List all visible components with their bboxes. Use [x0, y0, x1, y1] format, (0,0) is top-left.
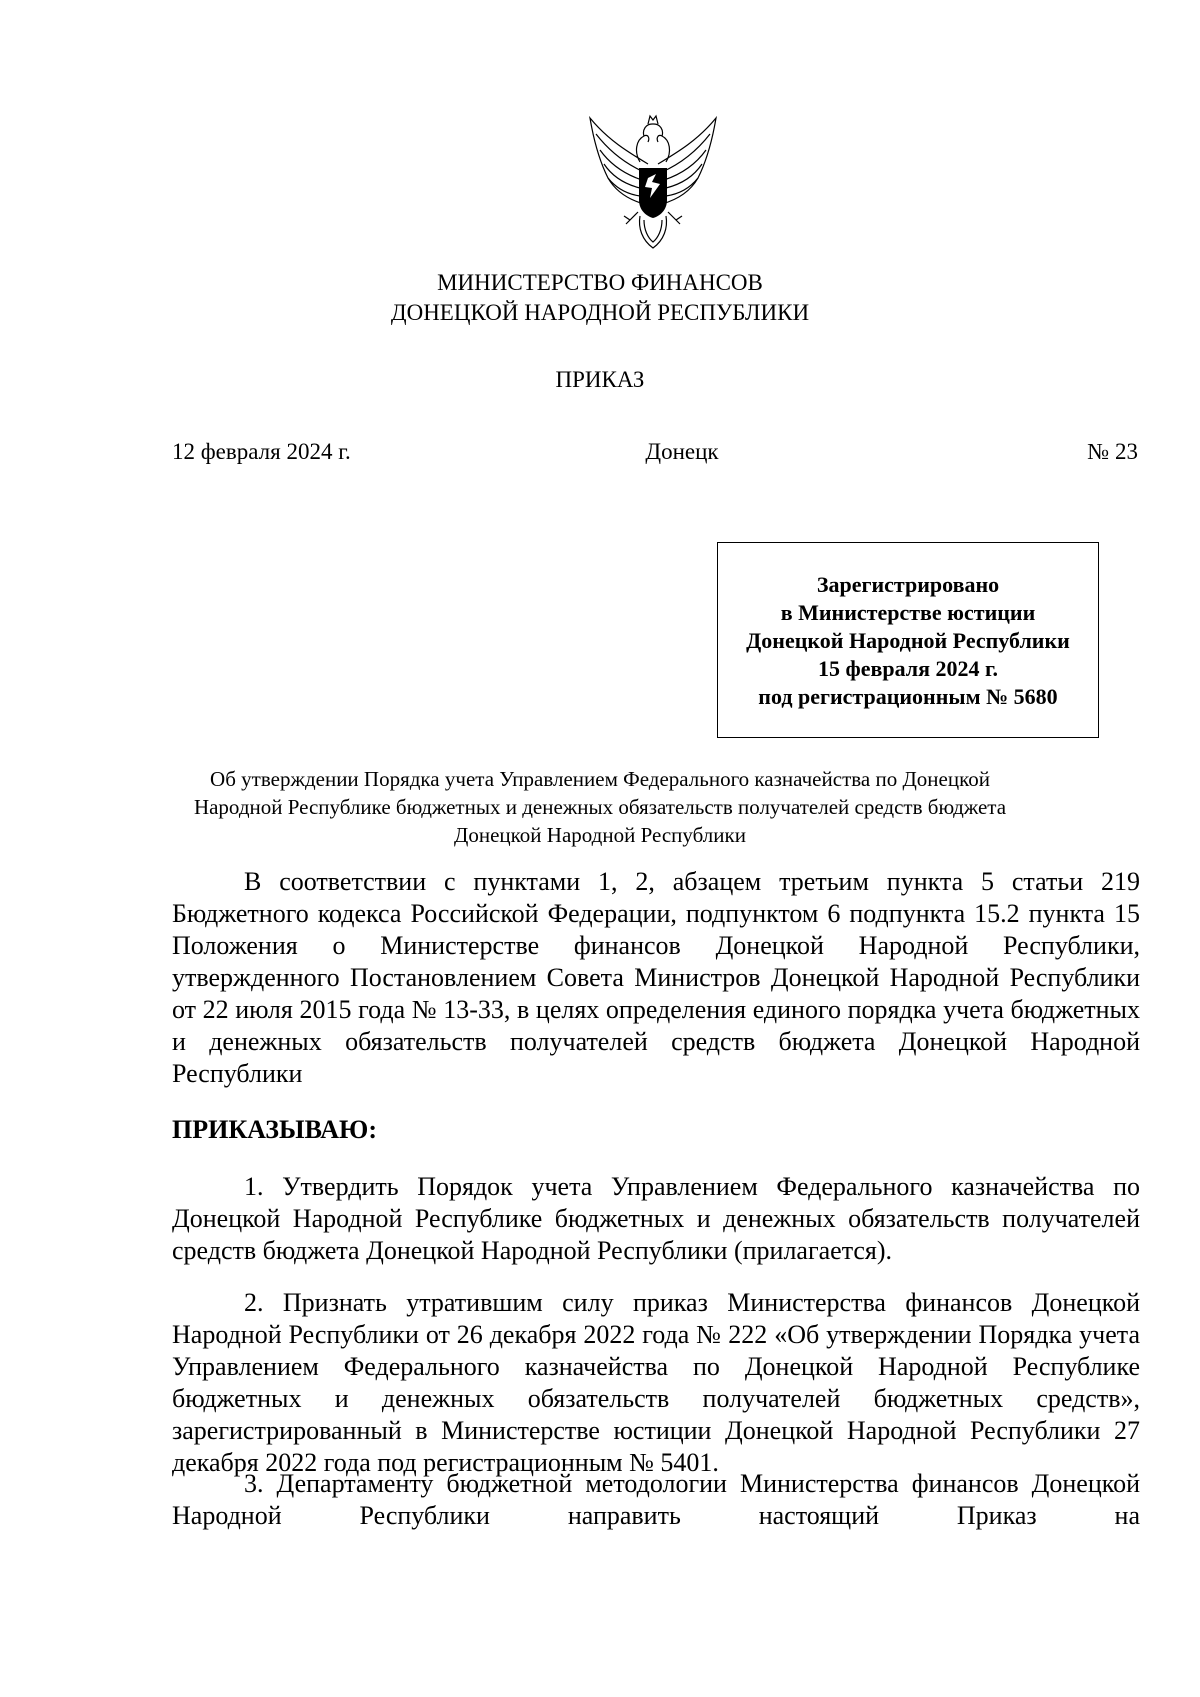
coat-of-arms-double-headed-eagle-icon	[578, 112, 728, 254]
ministry-name-line-1: МИНИСТЕРСТВО ФИНАНСОВ	[437, 270, 763, 295]
registration-line: под регистрационным № 5680	[758, 684, 1058, 709]
subject-line: Об утверждении Порядка учета Управлением Федерального казначейства по Донецкой	[210, 767, 990, 791]
document-date: 12 февраля 2024 г.	[172, 439, 351, 464]
document-meta-row	[172, 439, 1138, 469]
registration-line: 15 февраля 2024 г.	[817, 656, 999, 681]
document-number: № 23	[1087, 439, 1138, 464]
order-item-1: 1. Утвердить Порядок учета Управлением Федерального казначейства по Донецкой Народной Республике бюджетных и денежных обязательств получателей средств бюджета Донецкой Народной Республики (прилагается).	[172, 1172, 1140, 1265]
registration-line: Донецкой Народной Республики	[746, 628, 1070, 653]
subject-line: Народной Республике бюджетных и денежных обязательств получателей средств бюджета	[193, 795, 1007, 819]
order-item-3: 3. Департаменту бюджетной методологии Министерства финансов Донецкой Народной Республики направить настоящий Приказ на	[172, 1469, 1140, 1530]
intro-paragraph: В соответствии с пунктами 1, 2, абзацем третьим пункта 5 статьи 219 Бюджетного кодекса Российской Федерации, подпунктом 6 подпункта 15.2 пункта 15 Положения о Министерстве финансов Донецкой Народной Республики, утвержденного Постановлением Совета Министров Донецкой Народной Республики от 22 июля 2015 года № 13-33, в целях определения единого порядка учета бюджетных и денежных обязательств получателей средств бюджета Донецкой Народной Республики	[172, 867, 1140, 1088]
subject-line: Донецкой Народной Республики	[454, 823, 746, 847]
registration-line: в Министерстве юстиции	[780, 600, 1036, 625]
document-city: Донецк	[645, 439, 719, 464]
registration-line: Зарегистрировано	[816, 572, 1000, 597]
registration-stamp-box	[717, 542, 1099, 738]
ministry-name-line-2: ДОНЕЦКОЙ НАРОДНОЙ РЕСПУБЛИКИ	[390, 300, 810, 325]
document-subject	[150, 765, 1050, 849]
command-heading: ПРИКАЗЫВАЮ:	[172, 1115, 377, 1144]
order-item-2: 2. Признать утратившим силу приказ Министерства финансов Донецкой Народной Республики от 26 декабря 2022 года № 222 «Об утверждении Порядка учета Управлением Федерального казначейства по Донецкой Народной Республике бюджетных и денежных обязательств получателей бюджетных средств», зарегистрированный в Министерстве юстиции Донецкой Народной Республики 27 декабря 2022 года под регистрационным № 5401.	[172, 1288, 1140, 1477]
document-type-title: ПРИКАЗ	[555, 367, 645, 392]
